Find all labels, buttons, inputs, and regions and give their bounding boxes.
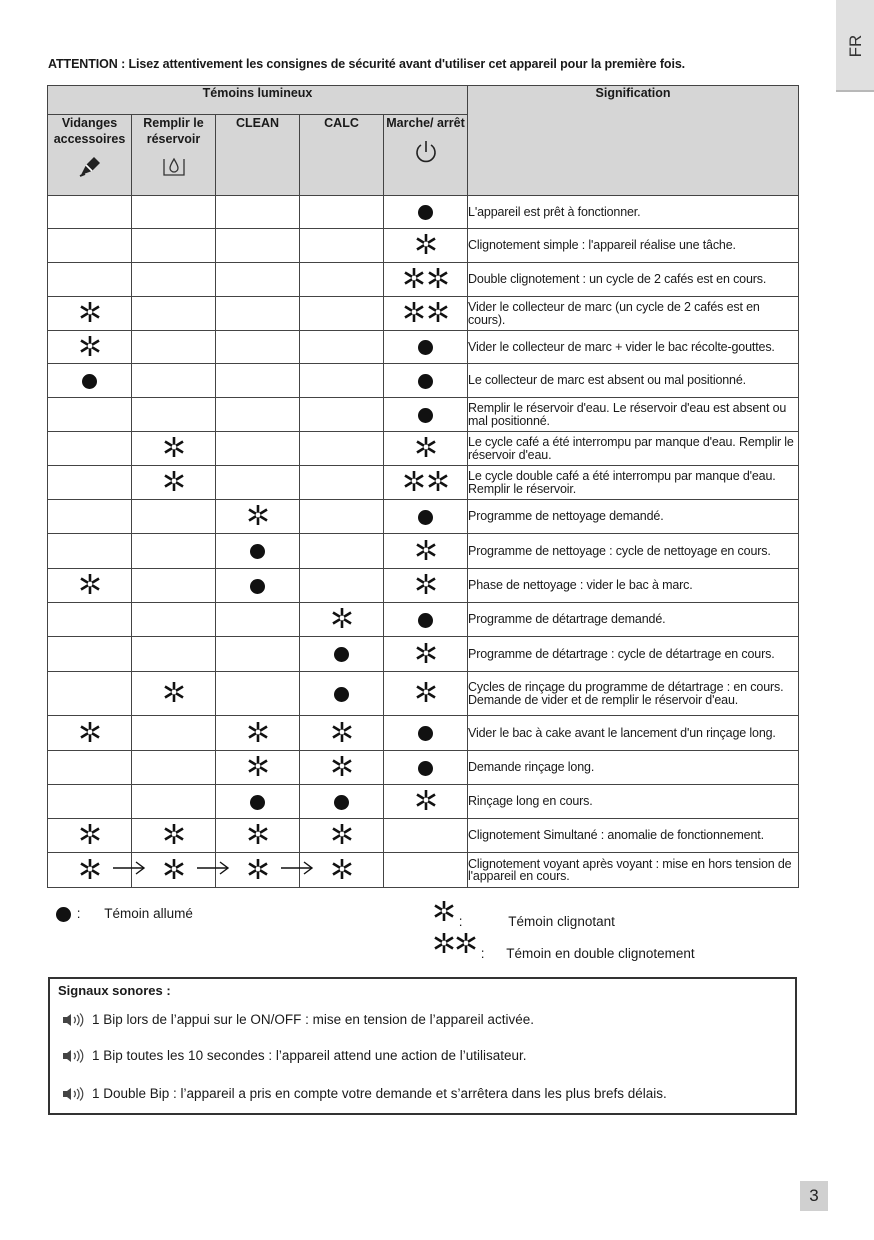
light-blink-icon	[163, 681, 185, 706]
table-row	[48, 364, 799, 398]
light-blink-icon	[247, 504, 269, 529]
indicator-cell	[384, 785, 468, 819]
indicator-cell	[384, 500, 468, 534]
indicator-cell	[132, 637, 216, 672]
light-on-icon	[418, 726, 433, 741]
legend-blink-label: Témoin clignotant	[508, 914, 615, 929]
indicator-cell	[384, 534, 468, 569]
light-on-icon	[334, 687, 349, 702]
legend-separator: :	[480, 946, 485, 961]
legend-on-label: Témoin allumé	[104, 906, 193, 921]
indicator-cell	[48, 398, 132, 432]
light-on-icon	[418, 510, 433, 525]
pen-icon	[77, 155, 103, 177]
indicator-cell	[216, 297, 300, 331]
table-row	[48, 853, 799, 888]
speaker-icon	[62, 1048, 92, 1063]
indicator-cell	[384, 672, 468, 716]
indicator-cell	[384, 297, 468, 331]
sound-signal-text: 1 Bip lors de l’appui sur le ON/OFF : mise en tension de l’appareil activée.	[92, 1012, 534, 1027]
table-row	[48, 500, 799, 534]
light-blink-icon	[79, 573, 101, 598]
light-on-icon	[418, 340, 433, 355]
indicator-cell	[48, 331, 132, 364]
indicator-cell	[300, 364, 384, 398]
table-row	[48, 331, 799, 364]
light-on-icon	[334, 795, 349, 810]
meaning-cell: Vider le collecteur de marc (un cycle de 2 cafés est en cours).	[468, 297, 799, 331]
indicator-cell	[216, 229, 300, 263]
table-row	[48, 432, 799, 466]
sound-signal-text: 1 Bip toutes les 10 secondes : l’appareil attend une action de l’utilisateur.	[92, 1048, 527, 1063]
indicator-cell	[48, 751, 132, 785]
indicator-cell	[300, 196, 384, 229]
indicator-cell	[216, 819, 300, 853]
indicator-cell	[300, 263, 384, 297]
meaning-cell: Vider le bac à cake avant le lancement d'un rinçage long.	[468, 716, 799, 751]
indicator-cell	[132, 603, 216, 637]
indicator-cell	[48, 500, 132, 534]
light-blink-icon	[415, 681, 437, 706]
light-blink-icon	[79, 858, 101, 883]
indicator-cell	[300, 331, 384, 364]
attention-notice: ATTENTION : Lisez attentivement les consignes de sécurité avant d'utiliser cet appareil pour la première fois.	[48, 57, 686, 71]
light-blink-icon	[331, 721, 353, 746]
table-row	[48, 263, 799, 297]
indicator-cell	[384, 853, 468, 888]
indicator-cell	[216, 196, 300, 229]
indicator-cell	[384, 398, 468, 432]
indicator-cell	[48, 785, 132, 819]
light-on-icon	[418, 205, 433, 220]
meaning-cell: Clignotement Simultané : anomalie de fonctionnement.	[468, 819, 799, 853]
indicator-cell	[48, 466, 132, 500]
table-row	[48, 819, 799, 853]
light-blink-icon	[79, 335, 101, 360]
indicator-cell	[300, 432, 384, 466]
legend-double-label: Témoin en double clignotement	[506, 946, 695, 961]
meaning-cell: Programme de détartrage : cycle de détartrage en cours.	[468, 637, 799, 672]
legend-on	[56, 906, 193, 922]
indicator-cell	[300, 672, 384, 716]
legend-blink	[433, 900, 615, 929]
indicator-cell	[132, 364, 216, 398]
meaning-cell: Clignotement simple : l'appareil réalise une tâche.	[468, 229, 799, 263]
sound-signal-item	[62, 1086, 667, 1101]
light-double-blink-icon	[433, 942, 477, 957]
light-blink-icon	[247, 755, 269, 780]
indicator-cell	[132, 331, 216, 364]
meaning-cell: Clignotement voyant après voyant : mise en hors tension de l'appareil en cours.	[468, 853, 799, 888]
light-on-icon	[418, 408, 433, 423]
table-row	[48, 603, 799, 637]
meaning-cell: Programme de nettoyage : cycle de nettoyage en cours.	[468, 534, 799, 569]
light-blink-icon	[415, 789, 437, 814]
meaning-cell: Demande rinçage long.	[468, 751, 799, 785]
language-tab	[836, 0, 874, 92]
light-on-icon	[56, 907, 71, 922]
indicator-cell	[216, 853, 300, 888]
meaning-cell: Le collecteur de marc est absent ou mal positionné.	[468, 364, 799, 398]
light-blink-icon	[331, 755, 353, 780]
light-blink-icon	[163, 436, 185, 461]
meaning-cell: Remplir le réservoir d'eau. Le réservoir d'eau est absent ou mal positionné.	[468, 398, 799, 432]
light-double-blink-icon	[402, 301, 450, 326]
indicator-cell	[216, 500, 300, 534]
indicator-cell	[384, 637, 468, 672]
table-row	[48, 534, 799, 569]
light-on-icon	[82, 374, 97, 389]
language-label: FR	[846, 34, 865, 58]
indicator-cell	[300, 603, 384, 637]
legend-double	[433, 932, 695, 961]
table-row	[48, 716, 799, 751]
water-tank-icon	[162, 155, 186, 177]
indicator-cell	[132, 263, 216, 297]
speaker-icon	[62, 1012, 92, 1027]
indicator-cell	[48, 364, 132, 398]
indicator-cell	[384, 751, 468, 785]
indicator-cell	[384, 229, 468, 263]
table-row	[48, 751, 799, 785]
arrow-right-icon	[280, 861, 314, 878]
power-icon	[413, 139, 439, 165]
indicator-cell	[48, 196, 132, 229]
indicator-cell	[132, 229, 216, 263]
legend-separator: :	[76, 906, 81, 921]
light-blink-icon	[415, 233, 437, 258]
indicator-cell	[300, 500, 384, 534]
light-blink-icon	[79, 301, 101, 326]
indicator-cell	[132, 196, 216, 229]
sound-signal-item	[62, 1012, 534, 1027]
indicator-cell	[216, 751, 300, 785]
light-blink-icon	[331, 823, 353, 848]
sound-signals-box	[48, 977, 797, 1115]
light-on-icon	[250, 795, 265, 810]
column-label: Vidanges accessoires	[53, 116, 126, 146]
indicator-cell	[384, 196, 468, 229]
light-blink-icon	[331, 607, 353, 632]
indicator-cell	[300, 819, 384, 853]
table-row	[48, 785, 799, 819]
indicator-cell	[48, 569, 132, 603]
column-label: CLEAN	[235, 116, 280, 130]
table-row	[48, 196, 799, 229]
indicator-cell	[132, 751, 216, 785]
light-on-icon	[418, 761, 433, 776]
indicator-cell	[132, 297, 216, 331]
column-header	[300, 115, 384, 196]
light-blink-icon	[415, 573, 437, 598]
indicator-cell	[48, 229, 132, 263]
indicator-cell	[132, 819, 216, 853]
indicator-cell	[48, 603, 132, 637]
column-header	[216, 115, 300, 196]
sound-signals-title: Signaux sonores :	[58, 983, 171, 998]
indicator-cell	[216, 432, 300, 466]
indicator-cell	[216, 534, 300, 569]
light-blink-icon	[247, 823, 269, 848]
indicator-table	[47, 85, 799, 888]
light-blink-icon	[247, 721, 269, 746]
light-on-icon	[418, 374, 433, 389]
indicator-cell	[132, 432, 216, 466]
speaker-icon	[62, 1086, 92, 1101]
indicator-cell	[48, 297, 132, 331]
light-blink-icon	[163, 823, 185, 848]
light-on-icon	[418, 613, 433, 628]
column-label: Remplir le réservoir	[143, 116, 204, 146]
meaning-cell: Le cycle café a été interrompu par manque d'eau. Remplir le réservoir d'eau.	[468, 432, 799, 466]
indicator-cell	[48, 432, 132, 466]
indicator-cell	[300, 751, 384, 785]
column-label: CALC	[324, 116, 359, 130]
indicator-cell	[132, 569, 216, 603]
indicator-cell	[300, 785, 384, 819]
indicator-cell	[132, 534, 216, 569]
column-header	[132, 115, 216, 196]
indicator-cell	[216, 637, 300, 672]
light-on-icon	[250, 579, 265, 594]
indicator-cell	[300, 534, 384, 569]
indicator-cell	[132, 500, 216, 534]
column-label: Marche/ arrêt	[386, 116, 465, 130]
indicator-cell	[384, 466, 468, 500]
indicator-cell	[216, 331, 300, 364]
light-on-icon	[250, 544, 265, 559]
light-blink-icon	[415, 436, 437, 461]
indicator-cell	[300, 229, 384, 263]
indicator-cell	[384, 331, 468, 364]
sound-signal-text: 1 Double Bip : l’appareil a pris en compte votre demande et s’arrêtera dans les plus brefs délais.	[92, 1086, 667, 1101]
table-row	[48, 569, 799, 603]
legend-separator: :	[458, 914, 463, 929]
column-header	[384, 115, 468, 196]
indicator-cell	[48, 263, 132, 297]
table-row	[48, 672, 799, 716]
indicator-cell	[300, 569, 384, 603]
indicator-cell	[216, 466, 300, 500]
indicator-cell	[384, 569, 468, 603]
light-on-icon	[334, 647, 349, 662]
indicator-group-header: Témoins lumineux	[48, 86, 468, 115]
column-header	[48, 115, 132, 196]
indicator-cell	[48, 819, 132, 853]
table-row	[48, 229, 799, 263]
indicator-cell	[216, 569, 300, 603]
table-row	[48, 466, 799, 500]
indicator-cell	[300, 297, 384, 331]
indicator-cell	[216, 398, 300, 432]
light-blink-icon	[79, 721, 101, 746]
indicator-cell	[48, 716, 132, 751]
meaning-cell: L'appareil est prêt à fonctionner.	[468, 196, 799, 229]
meaning-cell: Cycles de rinçage du programme de détartrage : en cours. Demande de vider et de remplir le réservoir d'eau.	[468, 672, 799, 716]
indicator-cell	[216, 364, 300, 398]
indicator-cell	[132, 853, 216, 888]
indicator-cell	[216, 785, 300, 819]
indicator-cell	[48, 637, 132, 672]
light-blink-icon	[433, 910, 455, 925]
indicator-cell	[132, 466, 216, 500]
meaning-cell: Vider le collecteur de marc + vider le bac récolte-gouttes.	[468, 331, 799, 364]
meaning-header: Signification	[468, 86, 799, 196]
meaning-cell: Double clignotement : un cycle de 2 cafés est en cours.	[468, 263, 799, 297]
light-double-blink-icon	[402, 267, 450, 292]
light-blink-icon	[163, 470, 185, 495]
meaning-cell: Programme de nettoyage demandé.	[468, 500, 799, 534]
meaning-cell: Le cycle double café a été interrompu par manque d'eau. Remplir le réservoir.	[468, 466, 799, 500]
light-blink-icon	[331, 858, 353, 883]
indicator-cell	[216, 263, 300, 297]
indicator-cell	[48, 672, 132, 716]
indicator-cell	[300, 637, 384, 672]
indicator-cell	[300, 398, 384, 432]
light-blink-icon	[79, 823, 101, 848]
table-row	[48, 398, 799, 432]
page-number: 3	[800, 1181, 828, 1211]
light-blink-icon	[415, 539, 437, 564]
light-double-blink-icon	[402, 470, 450, 495]
table-row	[48, 297, 799, 331]
indicator-cell	[384, 716, 468, 751]
meaning-cell: Phase de nettoyage : vider le bac à marc.	[468, 569, 799, 603]
indicator-cell	[384, 432, 468, 466]
indicator-cell	[132, 716, 216, 751]
indicator-cell	[384, 603, 468, 637]
indicator-cell	[132, 398, 216, 432]
indicator-cell	[216, 672, 300, 716]
sound-signal-item	[62, 1048, 527, 1063]
indicator-cell	[132, 672, 216, 716]
indicator-cell	[216, 603, 300, 637]
light-blink-icon	[247, 858, 269, 883]
indicator-cell	[384, 819, 468, 853]
indicator-cell	[300, 466, 384, 500]
light-blink-icon	[163, 858, 185, 883]
indicator-cell	[132, 785, 216, 819]
indicator-cell	[48, 534, 132, 569]
table-row	[48, 637, 799, 672]
meaning-cell: Rinçage long en cours.	[468, 785, 799, 819]
indicator-cell	[384, 263, 468, 297]
indicator-cell	[300, 716, 384, 751]
meaning-cell: Programme de détartrage demandé.	[468, 603, 799, 637]
indicator-cell	[48, 853, 132, 888]
light-blink-icon	[415, 642, 437, 667]
indicator-cell	[216, 716, 300, 751]
indicator-cell	[384, 364, 468, 398]
